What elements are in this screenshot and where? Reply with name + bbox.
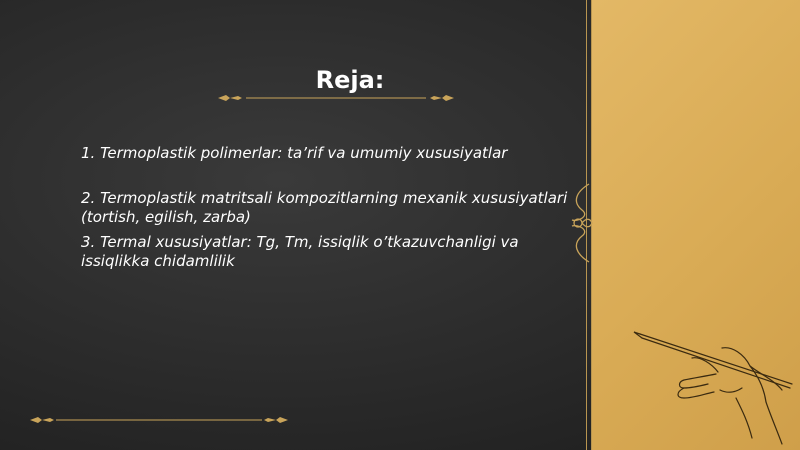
scroll-ornament-icon — [566, 182, 596, 264]
slide-title: Reja: — [315, 66, 385, 94]
ornament-divider-icon — [28, 414, 290, 426]
hand-with-pen-icon — [632, 318, 800, 450]
agenda-list — [81, 144, 591, 271]
list-item: 1. Termoplastik polimerlar: ta’rif va umumiy xususiyatlar — [81, 144, 508, 162]
list-item: 3. Termal xususiyatlar: Tg, Tm, issiqlik o’tkazuvchanligi va issiqlikka chidamlilik — [81, 233, 519, 270]
ornament-divider-icon — [216, 92, 456, 104]
list-item: 2. Termoplastik matritsali kompozitlarning mexanik xususiyatlari (tortish, egilish, zarba) — [81, 189, 568, 226]
